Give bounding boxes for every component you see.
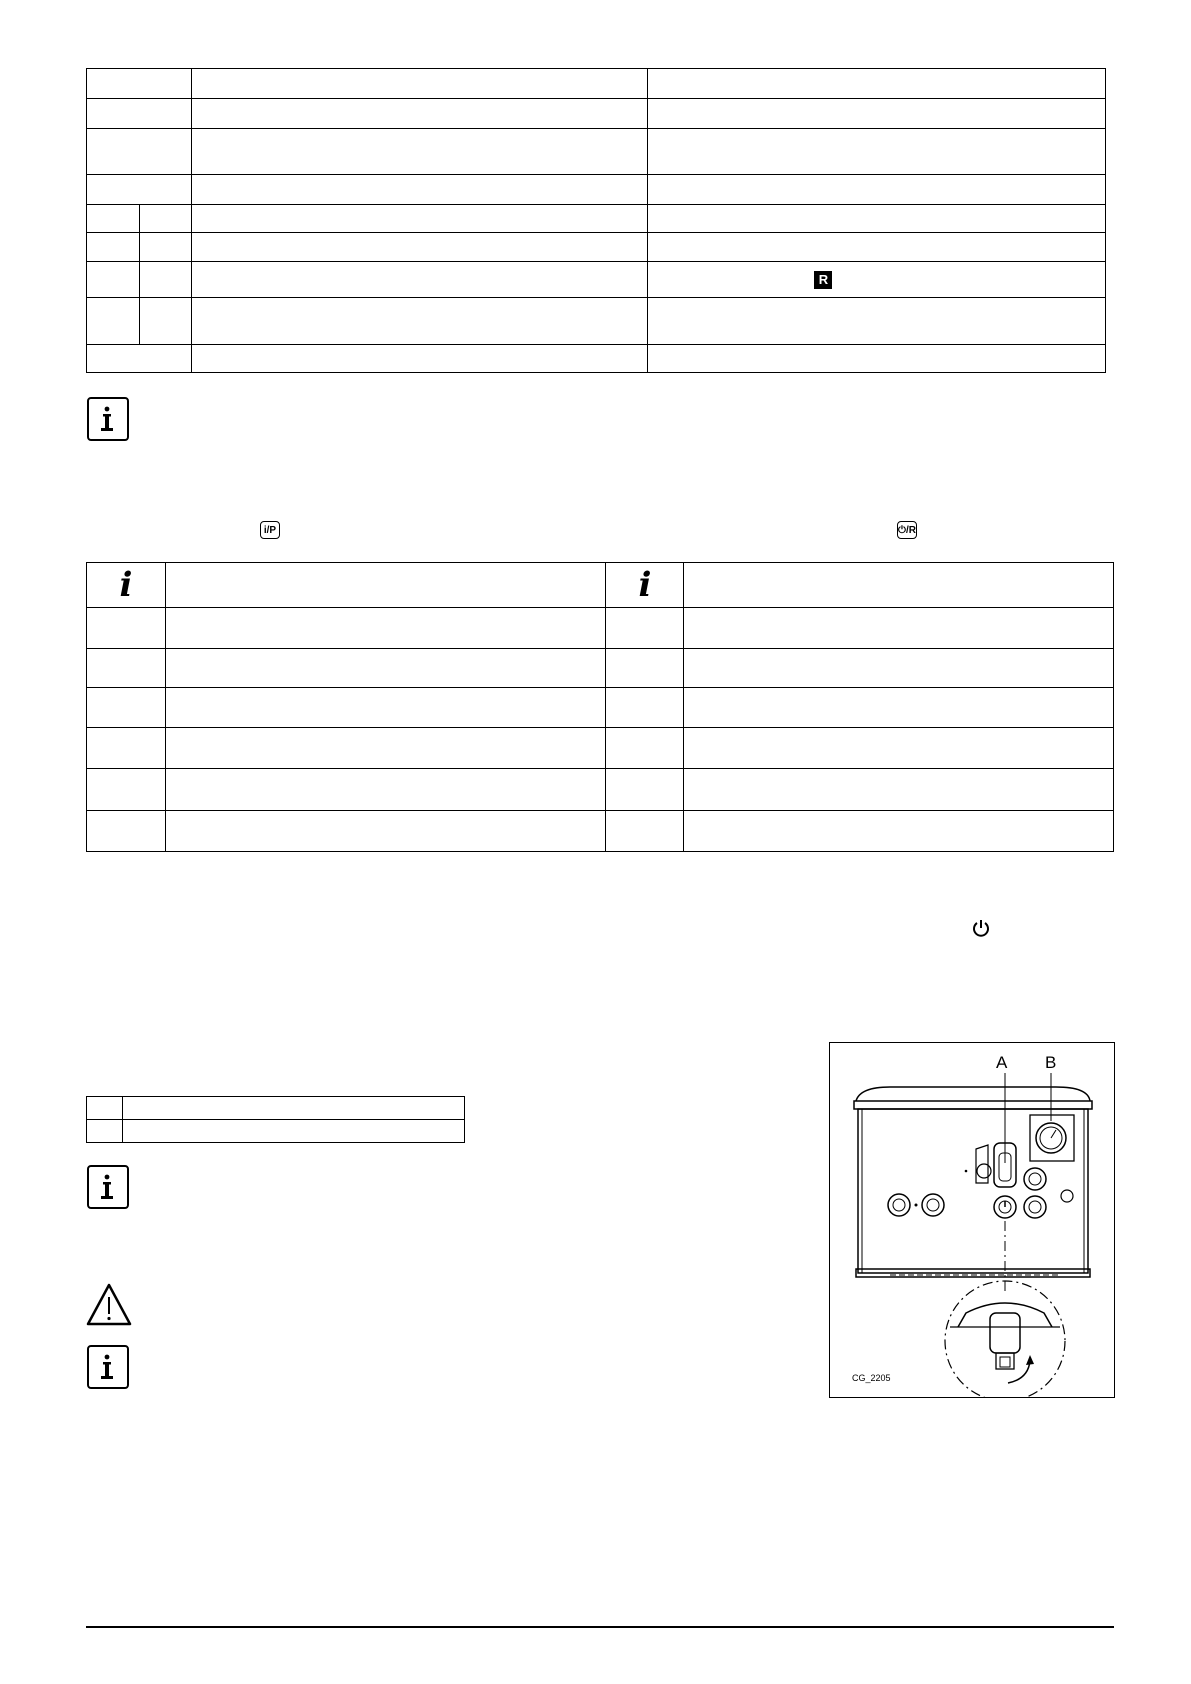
table-row [87,345,1106,373]
table-row [87,649,1114,688]
table-row [87,769,1114,811]
info-icon [87,1345,129,1389]
parameters-table [86,68,1106,373]
power-reset-button-icon: ⏻/R [897,521,917,539]
table-row [87,233,1106,262]
info-menu-table [86,562,1114,852]
figure-code: CG_2205 [852,1373,891,1383]
table-row [87,608,1114,649]
legend-table [86,1096,465,1143]
boiler-bottom-figure [829,1042,1115,1398]
info-icon [87,1165,129,1209]
reset-r-icon: R [814,271,832,289]
info-icon [87,397,129,441]
table-row [87,811,1114,852]
power-icon [971,918,991,938]
warning-triangle-icon [86,1282,132,1326]
table-row [87,69,1106,99]
table-row [87,205,1106,233]
table-header-row [87,563,1114,608]
info-column-header: i [606,563,684,608]
footer-rule [86,1626,1114,1628]
figure-label-a: A [996,1053,1008,1072]
table-row [87,1097,465,1120]
info-p-button-icon: i/P [260,521,280,539]
table-row [87,728,1114,769]
table-row [87,175,1106,205]
table-row [87,688,1114,728]
info-column-header: i [87,563,166,608]
figure-label-b: B [1045,1053,1057,1072]
table-row [87,99,1106,129]
table-row [87,1120,465,1143]
table-row [87,298,1106,345]
table-row [87,129,1106,175]
table-row [87,262,1106,298]
boiler-drawing [830,1043,1114,1397]
